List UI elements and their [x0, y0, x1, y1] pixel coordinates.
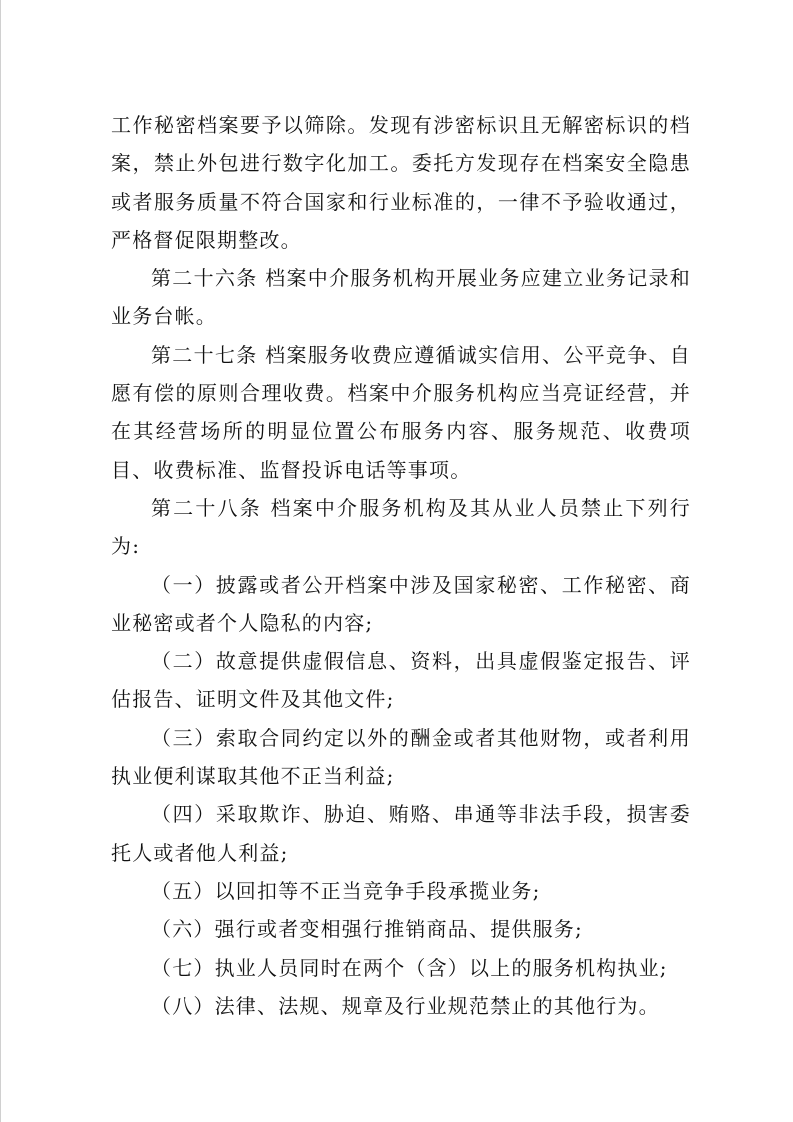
paragraph-continuation: 工作秘密档案要予以筛除。发现有涉密标识且无解密标识的档案，禁止外包进行数字化加工。委托方发现存在档案安全隐患或者服务质量不符合国家和行业标准的，一律不予验收通过，严格督促限期整改。 [111, 113, 691, 252]
article-27: 第二十七条 档案服务收费应遵循诚实信用、公平竞争、自愿有偿的原则合理收费。档案中介服务机构应当亮证经营，并在其经营场所的明显位置公布服务内容、服务规范、收费项目、收费标准、监督投诉电话等事项。 [111, 342, 691, 482]
list-item-6: （六）强行或者变相强行推销商品、提供服务; [151, 917, 583, 942]
list-item-2: （二）故意提供虚假信息、资料，出具虚假鉴定报告、评估报告、证明文件及其他文件; [111, 649, 691, 712]
list-item-5: （五）以回扣等不正当竞争手段承揽业务; [151, 878, 541, 903]
list-item-3: （三）索取合同约定以外的酬金或者其他财物，或者利用执业便利谋取其他不正当利益; [111, 725, 691, 789]
document-body [111, 106, 691, 1025]
article-26: 第二十六条 档案中介服务机构开展业务应建立业务记录和业务台帐。 [111, 266, 691, 329]
list-item-1: （一）披露或者公开档案中涉及国家秘密、工作秘密、商业秘密或者个人隐私的内容; [111, 572, 691, 635]
list-item-7: （七）执业人员同时在两个（含）以上的服务机构执业; [151, 955, 668, 980]
article-28: 第二十八条 档案中介服务机构及其从业人员禁止下列行为: [111, 495, 691, 559]
list-item-4: （四）采取欺诈、胁迫、贿赂、串通等非法手段，损害委托人或者他人利益; [111, 802, 691, 865]
list-item-8: （八）法律、法规、规章及行业规范禁止的其他行为。 [151, 993, 660, 1018]
